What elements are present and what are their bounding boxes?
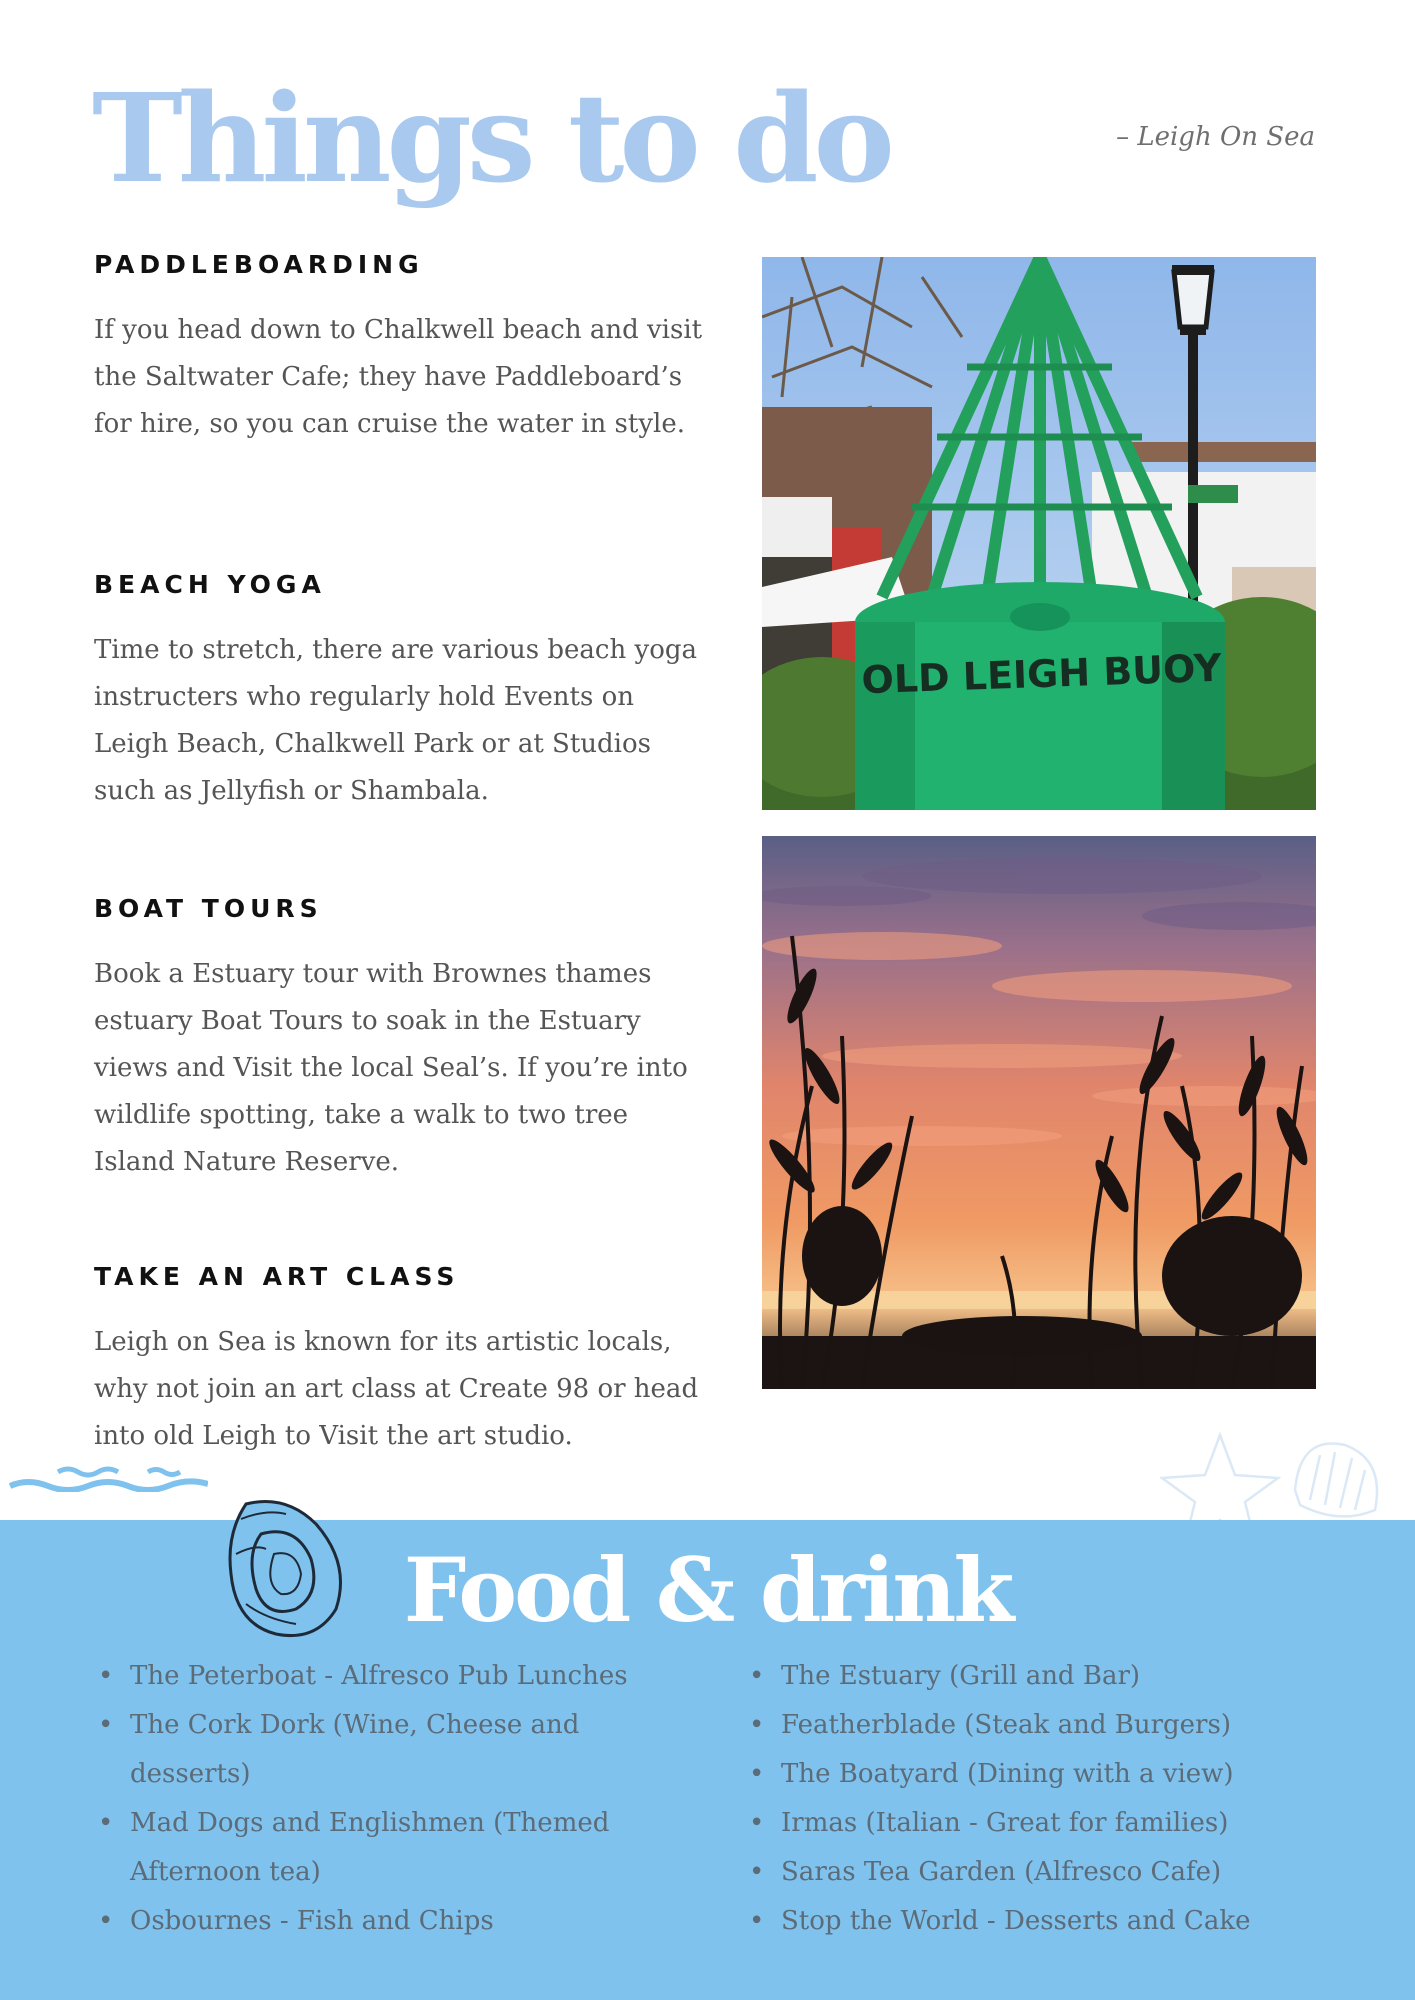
activity-heading: BEACH YOGA — [94, 570, 326, 599]
activity-description: If you head down to Chalkwell beach and visit the Saltwater Cafe; they have Paddleboard’s for hire, so you can cruise the water in style. — [94, 315, 703, 439]
list-item: • Featherblade (Steak and Burgers) — [745, 1701, 1385, 1750]
food-list-right — [745, 1652, 1385, 1946]
list-item: • Mad Dogs and Englishmen (Themed Afternoon tea) — [94, 1799, 704, 1897]
list-item: • Saras Tea Garden (Alfresco Cafe) — [745, 1848, 1385, 1897]
activity-heading: TAKE AN ART CLASS — [94, 1262, 460, 1291]
list-item: • The Cork Dork (Wine, Cheese and desserts) — [94, 1701, 704, 1799]
page-title: Things to do — [92, 66, 890, 210]
food-drink-title: Food & drink — [403, 1538, 1012, 1642]
list-item: • The Peterboat - Alfresco Pub Lunches — [94, 1652, 704, 1701]
activity-paddleboarding — [94, 250, 714, 448]
list-item: • Irmas (Italian - Great for families) — [745, 1799, 1385, 1848]
buoy-sign-text: OLD LEIGH BUOY — [860, 645, 1223, 703]
buoy-photo — [762, 257, 1316, 810]
list-item: • Osbournes - Fish and Chips — [94, 1897, 704, 1946]
activity-heading: PADDLEBOARDING — [94, 250, 424, 279]
activity-art-class — [94, 1262, 714, 1460]
sunset-photo — [762, 836, 1316, 1389]
food-list-left — [94, 1652, 704, 1946]
waves-icon — [8, 1462, 208, 1492]
list-item: • The Estuary (Grill and Bar) — [745, 1652, 1385, 1701]
activity-description: Time to stretch, there are various beach yoga instructers who regularly hold Events on Leigh Beach, Chalkwell Park or at Studios such as Jellyfish or Shambala. — [94, 635, 697, 806]
food-drink-section — [0, 1520, 1415, 2000]
activity-description: Book a Estuary tour with Brownes thames estuary Boat Tours to soak in the Estuary views and Visit the local Seal’s. If you’re into wildlife spotting, take a walk to two tree Island Nature Reserve. — [94, 959, 688, 1177]
list-item: • The Boatyard (Dining with a view) — [745, 1750, 1385, 1799]
activity-heading: BOAT TOURS — [94, 894, 323, 923]
location-subtitle: – Leigh On Sea — [1116, 122, 1315, 152]
list-item: • Stop the World - Desserts and Cake — [745, 1897, 1385, 1946]
activity-description: Leigh on Sea is known for its artistic locals, why not join an art class at Create 98 or head into old Leigh to Visit the art studio. — [94, 1327, 699, 1451]
activity-beach-yoga — [94, 570, 714, 815]
activity-boat-tours — [94, 894, 714, 1186]
